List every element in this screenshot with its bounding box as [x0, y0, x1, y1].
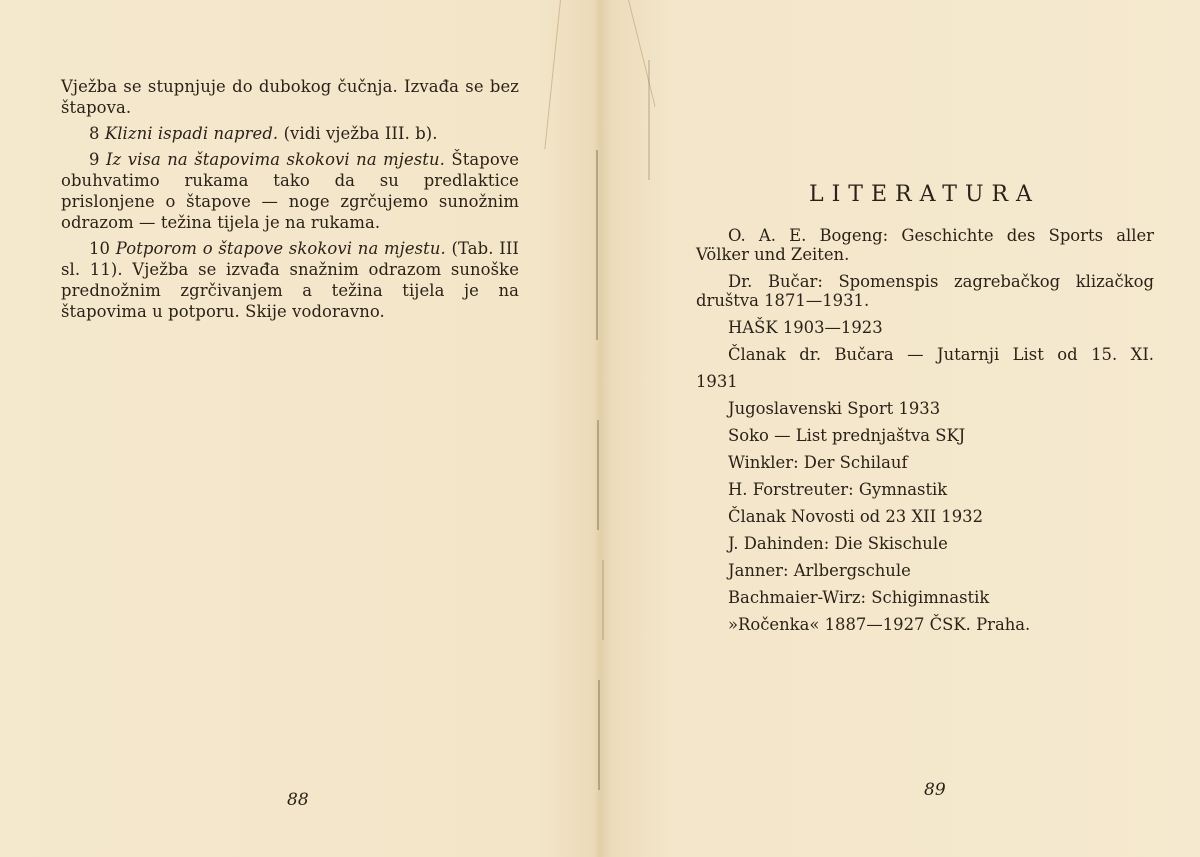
bibliography-list	[696, 226, 1154, 642]
bibliography-item: Winkler: Der Schilauf	[728, 453, 908, 472]
paragraph	[61, 238, 519, 322]
bibliography-item: Članak dr. Bučara — Jutarnji List od 15. XI.	[728, 345, 1154, 364]
bibliography-item: Bachmaier-Wirz: Schigimnastik	[728, 588, 990, 607]
exercise-title: Potporom o štapove skokovi na mjestu.	[115, 239, 446, 258]
bibliography-item: H. Forstreuter: Gymnastik	[728, 480, 948, 499]
bibliography-item: Soko — List prednjaštva SKJ	[728, 426, 966, 445]
bibliography-item: O. A. E. Bogeng: Geschichte des Sports aller Völker und Zeiten.	[696, 226, 1154, 264]
bibliography-item: Dr. Bučar: Spomenspis zagrebačkog klizačkog društva 1871—1931.	[696, 272, 1154, 310]
paragraph-text: (Tab. III sl. 11). Vježba se izvađa snažnim odrazom sunoške prednožnim zgrčivanjem a težina tijela je na štapovima u potporu. Skije vodoravno.	[61, 239, 520, 321]
exercise-title: Iz visa na štapovima skokovi na mjestu.	[105, 150, 445, 169]
paragraph	[61, 149, 519, 233]
exercise-number: 9	[89, 150, 100, 169]
bibliography-item: HAŠK 1903—1923	[728, 318, 883, 337]
paragraph-text: Štapove obuhvatimo rukama tako da su predlaktice prislonjene o štapove — noge zgrčujemo sunožnim odrazom — težina tijela je na rukama.	[61, 150, 520, 232]
exercise-title: Klizni ispadi napred.	[104, 124, 279, 143]
paragraph	[61, 76, 519, 118]
right-page	[600, 0, 1200, 857]
bibliography-item: »Ročenka« 1887—1927 ČSK. Praha.	[728, 615, 1031, 634]
paragraph-text: Vježba se stupnjuje do dubokog čučnja. Izvađa se bez štapova.	[61, 77, 519, 117]
exercise-number: 8	[89, 124, 100, 143]
left-page-body	[61, 76, 519, 327]
bibliography-item: Jugoslavenski Sport 1933	[728, 399, 941, 418]
bibliography-item: Janner: Arlbergschule	[728, 561, 911, 580]
bibliography-item: Članak Novosti od 23 XII 1932	[728, 507, 983, 526]
section-heading: LITERATURA	[809, 182, 1040, 207]
page-number: 89	[924, 780, 946, 800]
bibliography-item: J. Dahinden: Die Skischule	[728, 534, 948, 553]
exercise-number: 10	[89, 239, 111, 258]
paragraph-text: (vidi vježba III. b).	[283, 124, 438, 143]
paragraph	[61, 123, 519, 144]
bibliography-item: 1931	[696, 372, 738, 391]
page-number: 88	[287, 790, 309, 810]
